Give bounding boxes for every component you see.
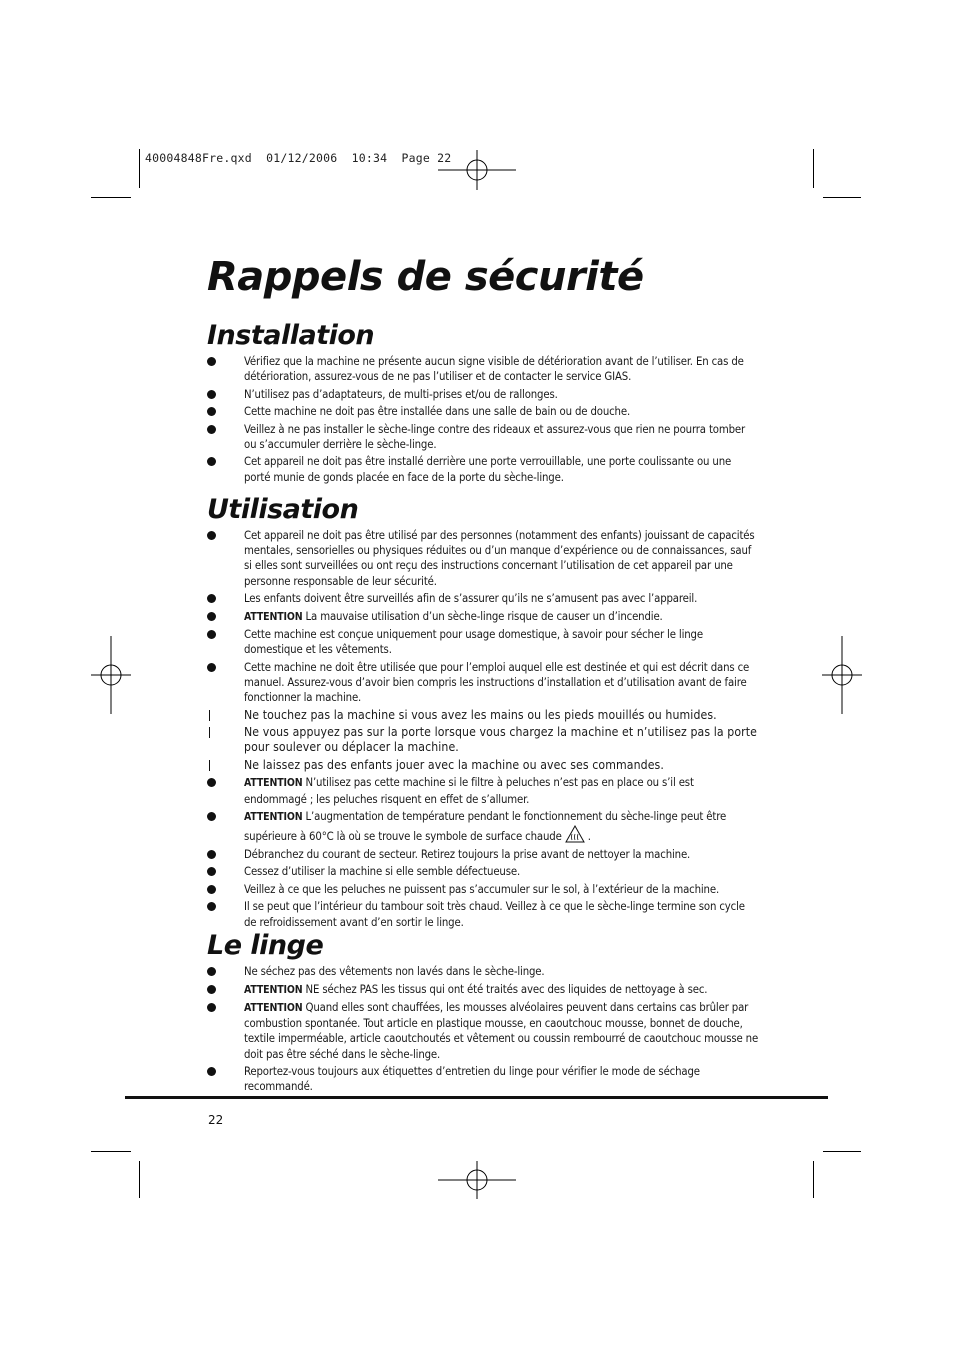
list-item: [207, 354, 759, 384]
item-text: NE séchez PAS les tissus qui ont été traités avec des liquides de nettoyage à sec.: [305, 982, 708, 996]
black-dot-bullet-icon: [207, 1003, 216, 1012]
crop-mark: [139, 1161, 140, 1198]
item-text: Cette machine est conçue uniquement pour usage domestique, à savoir pour sécher le linge domestique et les vêtements.: [244, 628, 703, 657]
black-dot-bullet-icon: [207, 885, 216, 894]
crop-mark: [91, 1151, 131, 1152]
black-dot-bullet-icon: [207, 1067, 216, 1076]
black-dot-bullet-icon: [207, 457, 216, 466]
attention-label: ATTENTION: [244, 983, 303, 996]
list-item: [207, 404, 759, 419]
list-item: [207, 725, 759, 755]
item-text: Cet appareil ne doit pas être utilisé par des personnes (notamment des enfants) jouissant de capacités mentales, sensorielles ou physiques réduites ou d’un manque d’expérience ou de connaissances, sauf si elles sont surveillées ou ont reçu des instructions concernant l’utilisation de cet appareil par une personne responsable de leur sécurité.: [244, 529, 755, 588]
section-installation: [207, 320, 759, 487]
page-number: 22: [208, 1113, 224, 1127]
list-item: [207, 708, 759, 723]
attention-label: ATTENTION: [244, 1002, 303, 1014]
item-text: Quand elles sont chauffées, les mousses alvéolaires peuvent dans certains cas brûler par combustion spontanée. Tout article en plastique mousse, en caoutchouc mousse, bonnet de douche, textile imperméable, article caoutchoutés et vêtement ou coussin rembourré de caoutchouc mousse ne doit pas être séché dans le sèche-linge.: [244, 1001, 759, 1061]
bar-bullet-icon: [209, 760, 210, 771]
black-dot-bullet-icon: [207, 778, 216, 787]
crop-mark: [139, 149, 140, 188]
black-dot-bullet-icon: [207, 850, 216, 859]
list-item: [207, 1000, 759, 1062]
list-item: [207, 422, 759, 452]
item-text: Les enfants doivent être surveillés afin de s’assurer qu’ils ne s’amusent pas avec l’appareil.: [244, 592, 698, 606]
registration-mark-icon: [438, 150, 516, 190]
black-dot-bullet-icon: [207, 425, 216, 434]
item-text: Cessez d’utiliser la machine si elle semble défectueuse.: [244, 865, 521, 879]
black-dot-bullet-icon: [207, 357, 216, 366]
list-item: [207, 809, 759, 844]
item-text: Veillez à ce que les peluches ne puissent pas s’accumuler sur le sol, à l’extérieur de la machine.: [244, 882, 720, 896]
black-dot-bullet-icon: [207, 407, 216, 416]
item-text: Reportez-vous toujours aux étiquettes d’entretien du linge pour vérifier le mode de séchage recommandé.: [244, 1065, 700, 1094]
item-text: Veillez à ne pas installer le sèche-linge contre des rideaux et assurez-vous que rien ne pourra tomber ou s’accumuler derrière le sèche-linge.: [244, 422, 746, 451]
black-dot-bullet-icon: [207, 867, 216, 876]
item-text: Ne laissez pas des enfants jouer avec la machine ou avec ses commandes.: [244, 757, 664, 772]
attention-label: ATTENTION: [244, 610, 303, 623]
list-item: [207, 660, 759, 706]
black-dot-bullet-icon: [207, 630, 216, 639]
item-text: Cette machine ne doit pas être installée dans une salle de bain ou de douche.: [244, 405, 631, 419]
crop-mark: [91, 197, 131, 198]
black-dot-bullet-icon: [207, 663, 216, 672]
black-dot-bullet-icon: [207, 967, 216, 976]
black-dot-bullet-icon: [207, 985, 216, 994]
item-text: N’utilisez pas d’adaptateurs, de multi-prises et/ou de rallonges.: [244, 387, 558, 401]
black-dot-bullet-icon: [207, 812, 216, 821]
bar-bullet-icon: [209, 727, 210, 738]
item-text: Cet appareil ne doit pas être installé derrière une porte verrouillable, une porte coulissante ou une porté munie de gonds placée en face de la porte du sèche-linge.: [244, 455, 732, 484]
crop-mark: [823, 1151, 861, 1152]
item-text: L’augmentation de température pendant le fonctionnement du sèche-linge peut être supérieure à 60°C là où se trouve le symbole de surface chaude: [244, 810, 727, 844]
item-text: N’utilisez pas cette machine si le filtre à peluches n’est pas en place ou s’il est endommagé ; les peluches risquent en effet de s’allumer.: [244, 776, 694, 806]
section-linge: [207, 930, 759, 1097]
section-heading: Le linge: [207, 930, 324, 961]
black-dot-bullet-icon: [207, 531, 216, 540]
list-item: [207, 387, 759, 402]
list-item: [207, 528, 759, 589]
item-text-end: .: [587, 830, 591, 844]
registration-mark-icon: [91, 636, 131, 714]
item-text: Vérifiez que la machine ne présente aucun signe visible de détérioration avant de l’utiliser. En cas de détérioration, assurez-vous de ne pas l’utiliser et de contacter le service GIAS.: [244, 355, 744, 384]
list-item: [207, 964, 759, 979]
item-text: Ne séchez pas des vêtements non lavés dans le sèche-linge.: [244, 965, 545, 978]
crop-mark: [813, 149, 814, 188]
list-item: [207, 1064, 759, 1094]
crop-mark: [813, 1161, 814, 1198]
list-item: [207, 982, 759, 998]
hot-surface-warning-icon: [565, 825, 585, 843]
print-slug: 40004848Fre.qxd 01/12/2006 10:34 Page 22: [145, 151, 452, 165]
list-item: [207, 864, 759, 879]
list-item: [207, 609, 759, 625]
item-text: Cette machine ne doit être utilisée que pour l’emploi auquel elle est destinée et qui est décrit dans ce manuel. Assurez-vous d’avoir bien compris les instructions d’installation et d’utilisation avant de faire fonctionner la machine.: [244, 660, 750, 705]
section-heading: Utilisation: [207, 494, 359, 525]
item-text: Ne touchez pas la machine si vous avez les mains ou les pieds mouillés ou humides.: [244, 707, 717, 722]
list-item: [207, 591, 759, 606]
registration-mark-icon: [822, 636, 862, 714]
section-heading: Installation: [207, 320, 375, 351]
bar-bullet-icon: [209, 710, 210, 721]
footer-rule: [125, 1096, 828, 1099]
item-text: Il se peut que l’intérieur du tambour soit très chaud. Veillez à ce que le sèche-linge termine son cycle de refroidissement avant d’en sortir le linge.: [244, 900, 745, 929]
item-text: Débranchez du courant de secteur. Retirez toujours la prise avant de nettoyer la machine.: [244, 847, 691, 861]
page-title: Rappels de sécurité: [207, 254, 644, 300]
attention-label: ATTENTION: [244, 777, 303, 790]
black-dot-bullet-icon: [207, 902, 216, 911]
list-item: [207, 847, 759, 862]
black-dot-bullet-icon: [207, 390, 216, 399]
list-item: [207, 775, 759, 806]
item-text: La mauvaise utilisation d’un sèche-linge risque de causer un d’incendie.: [305, 609, 663, 623]
section-utilisation: [207, 494, 759, 932]
crop-mark: [823, 197, 861, 198]
list-item: [207, 454, 759, 484]
list-item: [207, 758, 759, 773]
black-dot-bullet-icon: [207, 594, 216, 603]
black-dot-bullet-icon: [207, 612, 216, 621]
list-item: [207, 882, 759, 897]
list-item: [207, 627, 759, 657]
item-text: Ne vous appuyez pas sur la porte lorsque vous chargez la machine et n’utilisez pas la porte pour soulever ou déplacer la machine.: [244, 725, 758, 755]
registration-mark-icon: [438, 1161, 516, 1199]
list-item: [207, 899, 759, 929]
attention-label: ATTENTION: [244, 811, 303, 824]
